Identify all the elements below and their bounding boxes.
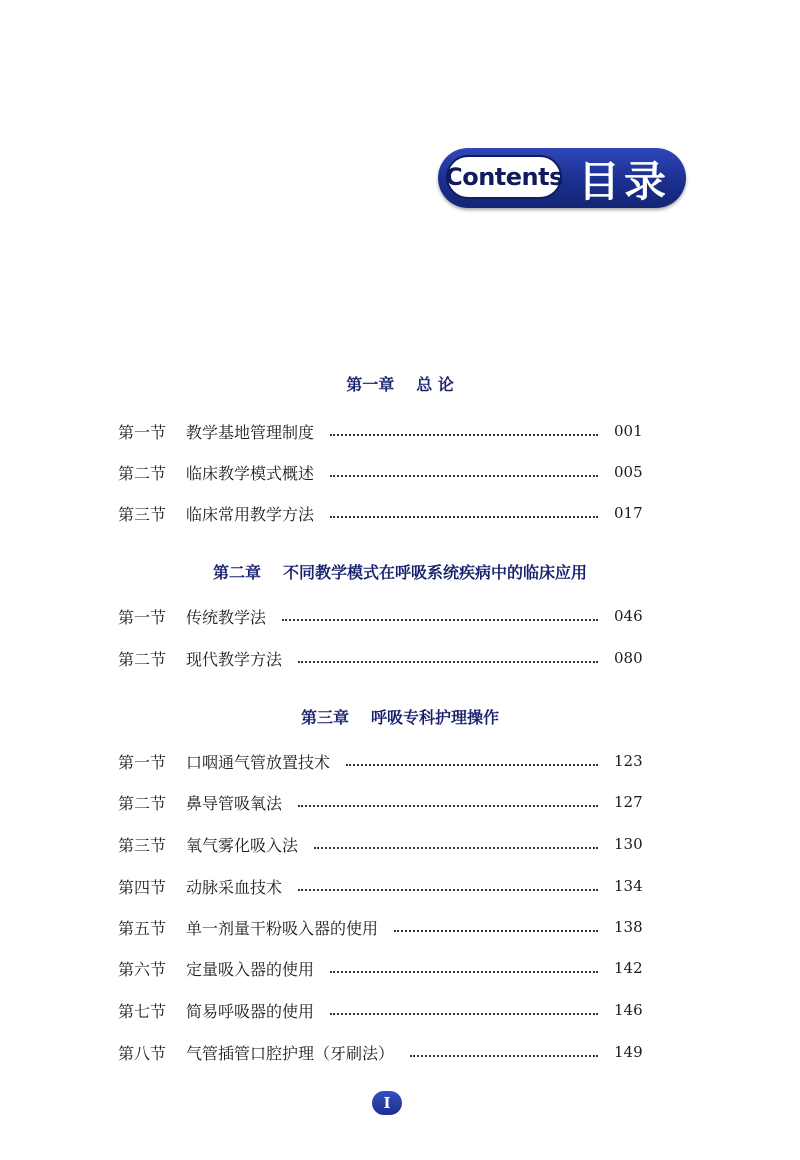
footer-page-number: I	[372, 1091, 402, 1115]
chapter-title: 总 论	[416, 375, 454, 394]
section-number: 第一节	[118, 752, 167, 772]
toc-entry[interactable]	[118, 998, 642, 1022]
contents-label: Contents	[446, 155, 562, 199]
toc-entry[interactable]	[118, 646, 642, 670]
dot-leader	[298, 803, 598, 807]
section-title: 临床教学模式概述	[186, 463, 315, 483]
section-number: 第七节	[118, 1001, 167, 1021]
dot-leader	[394, 928, 598, 932]
page-number: 146	[614, 1001, 643, 1019]
toc-entry[interactable]	[118, 1040, 642, 1064]
section-number: 第三节	[118, 504, 167, 524]
dot-leader	[330, 1011, 598, 1015]
section-number: 第五节	[118, 918, 167, 938]
toc-entry[interactable]	[118, 874, 642, 898]
section-title: 鼻导管吸氧法	[186, 793, 283, 813]
section-title: 现代教学方法	[186, 649, 283, 669]
page-number: 138	[614, 918, 643, 936]
section-number: 第二节	[118, 463, 167, 483]
section-number: 第二节	[118, 793, 167, 813]
section-title: 口咽通气管放置技术	[186, 752, 331, 772]
dot-leader	[298, 887, 598, 891]
section-number: 第一节	[118, 607, 167, 627]
section-title: 简易呼吸器的使用	[186, 1001, 315, 1021]
section-number: 第一节	[118, 422, 167, 442]
dot-leader	[330, 473, 598, 477]
section-number: 第八节	[118, 1043, 167, 1063]
dot-leader	[314, 845, 598, 849]
dot-leader	[330, 969, 598, 973]
dot-leader	[298, 659, 598, 663]
section-number: 第二节	[118, 649, 167, 669]
section-title: 动脉采血技术	[186, 877, 283, 897]
section-title: 氧气雾化吸入法	[186, 835, 299, 855]
dot-leader	[410, 1053, 598, 1057]
toc-entry[interactable]	[118, 501, 642, 525]
page-number: 017	[614, 504, 643, 522]
page-number: 080	[614, 649, 643, 667]
chapter-heading-1	[0, 372, 800, 395]
toc-entry[interactable]	[118, 832, 642, 856]
page-number: 005	[614, 463, 643, 481]
section-title: 单一剂量干粉吸入器的使用	[186, 918, 379, 938]
section-title: 传统教学法	[186, 607, 267, 627]
section-title: 教学基地管理制度	[186, 422, 315, 442]
chapter-label: 第二章	[212, 563, 261, 582]
chapter-heading-3	[0, 705, 800, 728]
section-number: 第六节	[118, 959, 167, 979]
page-number: 149	[614, 1043, 643, 1061]
page-number: 046	[614, 607, 643, 625]
section-number: 第四节	[118, 877, 167, 897]
page-number: 130	[614, 835, 643, 853]
page-number: 134	[614, 877, 643, 895]
page-title: 目录	[577, 157, 670, 206]
section-title: 气管插管口腔护理（牙刷法）	[186, 1043, 395, 1063]
toc-entry[interactable]	[118, 604, 642, 628]
section-title: 临床常用教学方法	[186, 504, 315, 524]
chapter-title: 不同教学模式在呼吸系统疾病中的临床应用	[283, 563, 588, 582]
toc-entry[interactable]	[118, 749, 642, 773]
chapter-label: 第一章	[346, 375, 395, 394]
toc-entry[interactable]	[118, 460, 642, 484]
dot-leader	[282, 617, 598, 621]
page-number: 001	[614, 422, 643, 440]
page-number: 142	[614, 959, 643, 977]
dot-leader	[330, 432, 598, 436]
page-number: 127	[614, 793, 643, 811]
chapter-title: 呼吸专科护理操作	[371, 708, 500, 727]
toc-entry[interactable]	[118, 790, 642, 814]
section-number: 第三节	[118, 835, 167, 855]
chapter-label: 第三章	[300, 708, 349, 727]
toc-entry[interactable]	[118, 915, 642, 939]
dot-leader	[330, 514, 598, 518]
chapter-heading-2	[0, 560, 800, 583]
section-title: 定量吸入器的使用	[186, 959, 315, 979]
toc-entry[interactable]	[118, 419, 642, 443]
toc-entry[interactable]	[118, 956, 642, 980]
dot-leader	[346, 762, 598, 766]
page-number: 123	[614, 752, 643, 770]
